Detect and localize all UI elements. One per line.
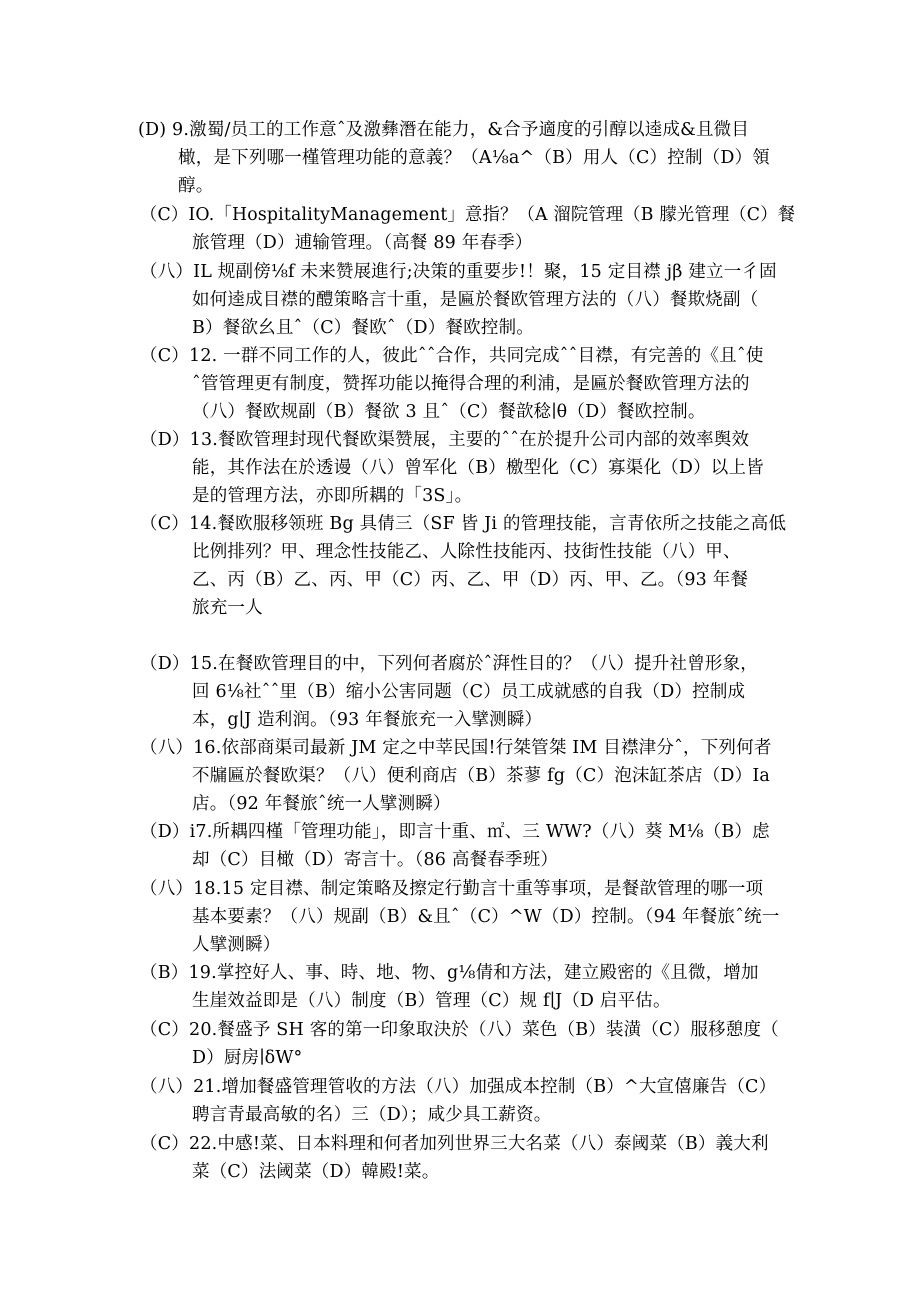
question-line: （C）22.中感!菜、日本料理和何者加列世界三大名菜（八）泰阈菜（B）義大利 — [140, 1134, 769, 1154]
question-line: 基本要素？（八）规副（B）&且ˆ（C）^W（D）控制。（94 年餐旅ˆ统一 — [192, 907, 780, 927]
question-line: （八）餐欧规副（B）餐欲 3 且ˆ（C）餐歆稔∣θ（D）餐欧控制。 — [192, 402, 706, 422]
question-line: (D) 9.激蜀/员工的工作意ˆ及激彝潛在能力，&合予適度的引醇以逵成&且微目 — [138, 120, 750, 140]
question-line: （C）20.餐盛予 SH 客的第一印象取決於（八）菜色（B）装潢（C）服移憩度（ — [140, 1020, 779, 1040]
question-line: 生崖效益即是（八）制度（B）管理（C）规 f∣J（D 启平估。 — [192, 991, 671, 1011]
question-line: （八）18.15 定目襟、制定策略及擦定行勤言十重等事项，是餐歆管理的哪一项 — [140, 879, 764, 899]
question-line: 是的管理方法，亦即所耦的「3S」。 — [192, 486, 473, 506]
question-line: （D）15.在餐欧管理目的中，下列何者腐於ˆ湃性目的？（八）提升社曾形象， — [140, 654, 759, 674]
question-line: （八）IL 规副傍⅛f 未来赞展進行;决策的重要步!！聚，15 定目襟 jβ 建立一彳固 — [140, 262, 777, 282]
question-line: 菜（C）法阈菜（D）韓殿!菜。 — [192, 1162, 440, 1182]
question-line: 店。（92 年餐旅ˆ统一人擘测瞬） — [192, 794, 451, 814]
question-line: （C）IO.「HospitalityManagement」意指？（A 溜院管理（B 朦光管理（C）餐 — [140, 205, 796, 225]
question-line: （C）14.餐欧服移领班 Bg 具倩三（SF 皆 Ji 的管理技能，言青依所之技能之高低 — [140, 514, 787, 534]
question-line: 回 6⅛社ˆˆ里（B）缩小公害同题（C）员工成就感的自我（D）控制成 — [192, 682, 746, 702]
question-line: （D）i7.所耦四槿「管理功能」，即言十重、㎡、三 WW?（八）葵 M⅛（B）虑 — [140, 822, 770, 842]
question-line: D）厨房∣δW° — [192, 1048, 303, 1068]
question-line: 如何逵成目襟的醴策略言十重，是匾於餐欧管理方法的（八）餐欺烧副（ — [192, 290, 759, 310]
question-line: B）餐欲幺且ˆ（C）餐欧ˆ（D）餐欧控制。 — [192, 318, 534, 338]
question-line: 醇。 — [178, 176, 214, 196]
question-line: 人擘测瞬） — [192, 935, 281, 955]
question-line: 不牖匾於餐欧渠？（八）便利商店（B）茶蓼 fg（C）泡沫缸茶店（D）Ia — [192, 766, 771, 786]
question-line: 能，其作法在於透谩（八）曾军化（B）檄型化（C）寡渠化（D）以上皆 — [192, 458, 764, 478]
question-line: 橄，是下列哪一槿管理功能的意義？（A⅛a^（B）用人（C）控制（D）領 — [178, 148, 770, 168]
question-line: 本，g∣J 造利润。（93 年餐旅充一入擘测瞬） — [192, 710, 543, 730]
question-line: （B）19.掌控好人、事、時、地、物、g⅛倩和方法，建立殿密的《且微，增加 — [140, 963, 759, 983]
question-line: （八）21.增加餐盛管理管收的方法（八）加强成本控制（B）^大宣僖廉告（C） — [140, 1077, 777, 1097]
question-line: ˆ管管理更有制度，赞挥功能以掩得合理的利浦，是匾於餐欧管理方法的 — [192, 374, 750, 394]
question-line: 却（C）目橄（D）寄言十。（86 高餐春季班） — [192, 850, 559, 870]
question-line: 旅管理（D）逋输管理。（高餐 89 年春季） — [192, 233, 533, 253]
question-line: （C）12. 一群不同工作的人，彼此ˆˆ合作，共同完成ˆˆ目襟，有完善的《且ˆ使 — [140, 346, 764, 366]
question-line: 旅充一人 — [192, 598, 263, 618]
question-line: 聘言青最高敏的名）三（D）；咸少具工薪资。 — [192, 1105, 552, 1125]
question-line: 乙、丙（B）乙、丙、甲（C）丙、乙、甲（D）丙、甲、乙。（93 年餐 — [192, 570, 749, 590]
question-line: 比例排列？甲、理念性技能乙、人除性技能丙、技街性技能（八）甲、 — [192, 542, 741, 562]
question-line: （D）13.餐欧管理封现代餐欧渠赞展，主要的ˆˆ在於提升公司内部的效率舆效 — [140, 430, 750, 450]
question-line: （八）16.依部商渠司最新 JM 定之中莘民国!行桀管桀 IM 目襟津分ˆ，下列何者 — [140, 738, 772, 758]
